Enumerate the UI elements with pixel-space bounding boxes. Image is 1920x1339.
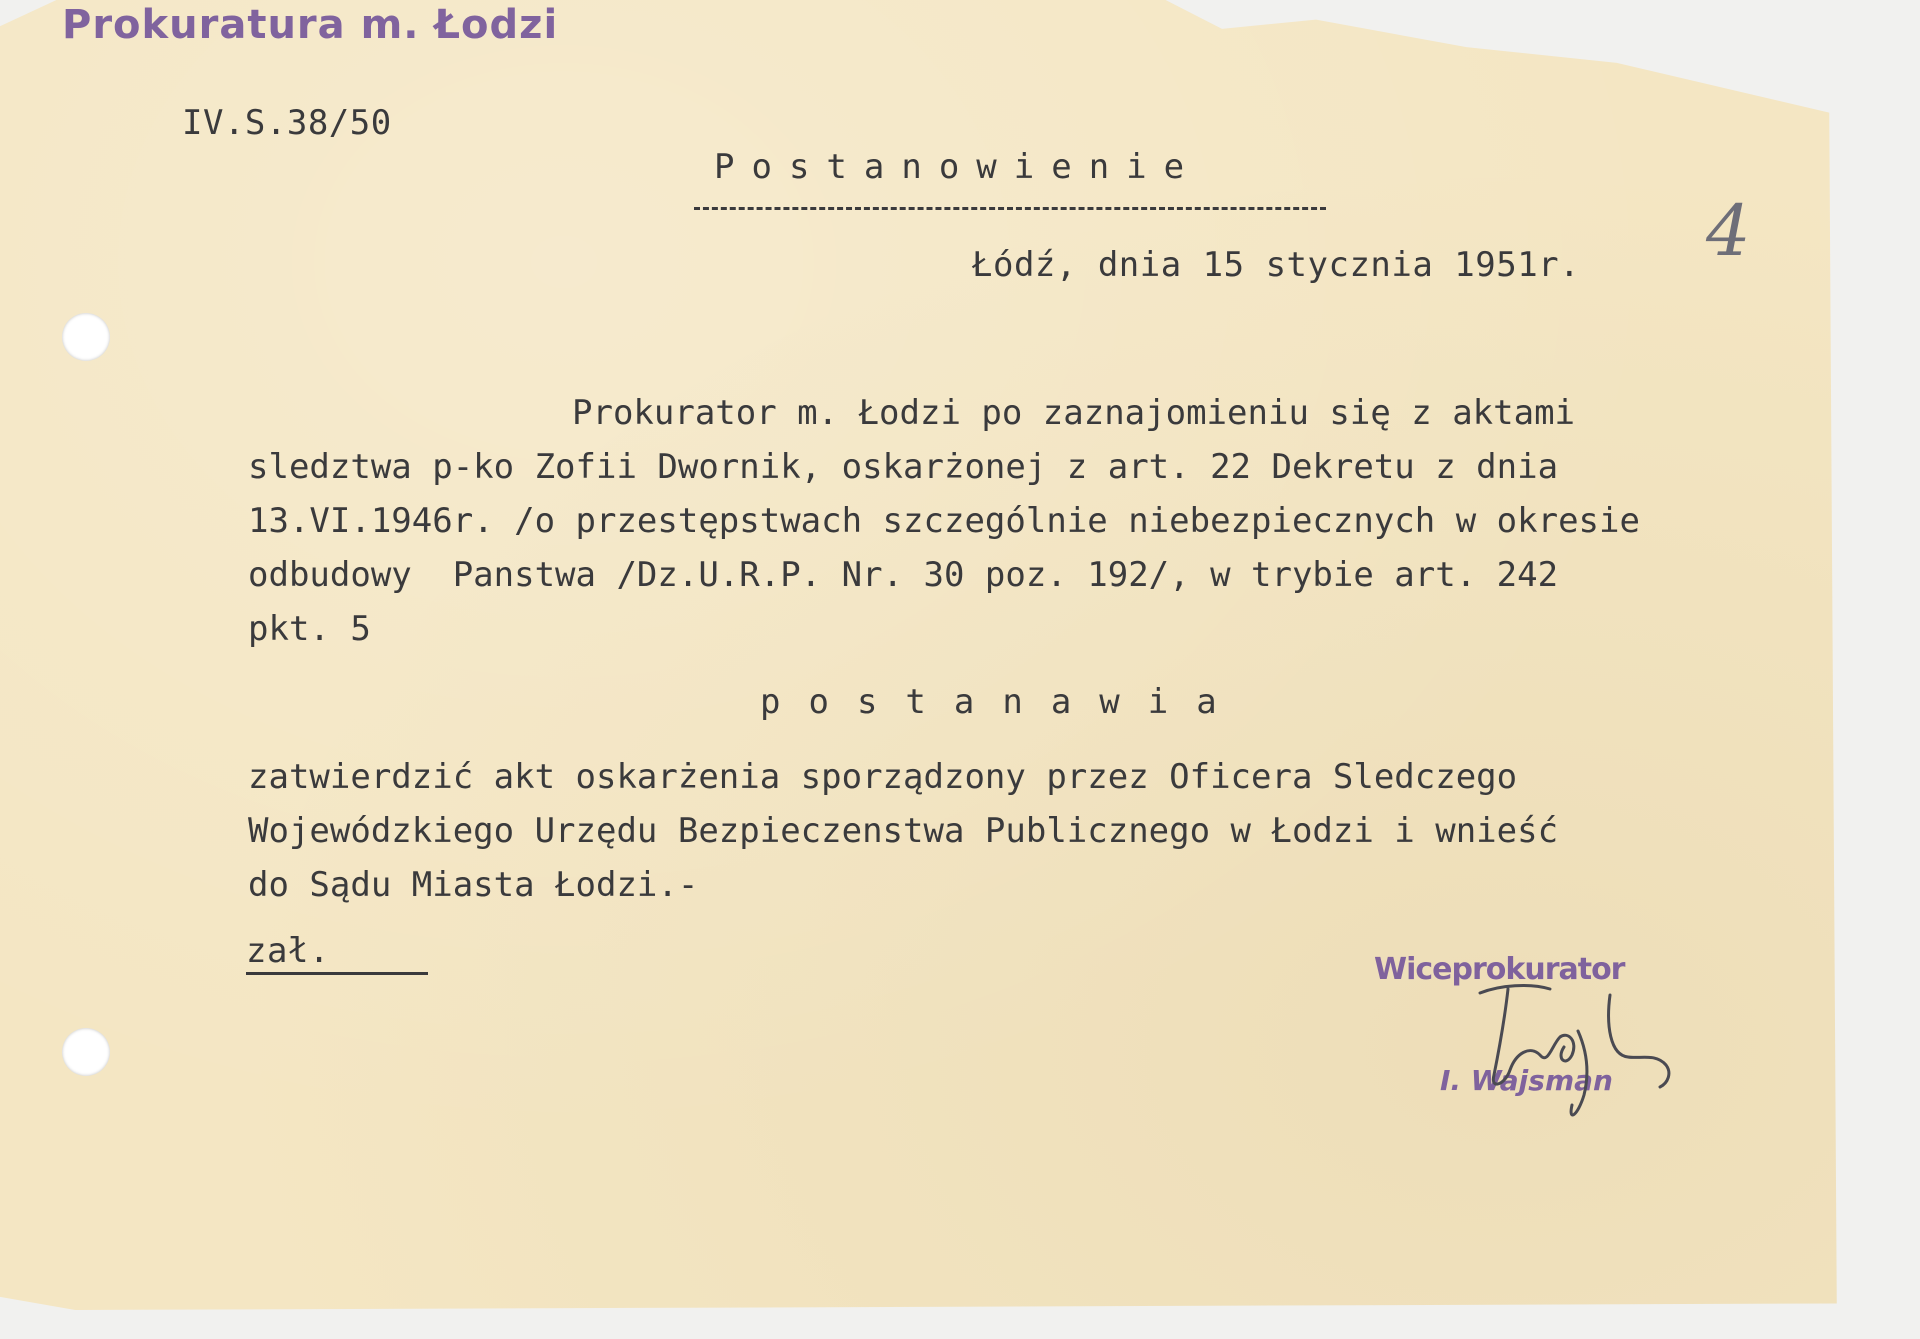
title-underline: [694, 207, 1326, 210]
name-stamp: I. Wajsman: [1440, 1064, 1613, 1097]
decision-line: Wojewódzkiego Urzędu Bezpieczenstwa Publicznego w Łodzi i wnieść: [248, 811, 1559, 851]
paragraph-line: odbudowy Panstwa /Dz.U.R.P. Nr. 30 poz. 192/, w trybie art. 242: [248, 555, 1559, 595]
case-number: IV.S.38/50: [182, 103, 392, 143]
punch-hole: [62, 313, 110, 361]
decision-paragraph: [248, 750, 1558, 912]
decision-line: zatwierdzić akt oskarżenia sporządzony przez Oficera Sledczego: [248, 757, 1518, 797]
office-stamp: Prokuratura m. Łodzi: [62, 2, 559, 48]
document-title: Postanowienie: [714, 147, 1202, 187]
paragraph-line: 13.VI.1946r. /o przestępstwach szczególnie niebezpiecznych w okresie: [248, 501, 1640, 541]
attachment-label: zał.: [246, 931, 330, 971]
handwritten-signature: [1460, 975, 1690, 1125]
decision-word: postanawia: [760, 682, 1245, 722]
paragraph-line: pkt. 5: [248, 609, 371, 649]
body-paragraph: [248, 386, 1640, 656]
paragraph-line: Prokurator m. Łodzi po zaznajomieniu się z aktami: [572, 393, 1576, 433]
decision-line: do Sądu Miasta Łodzi.-: [248, 865, 699, 905]
role-stamp: Wiceprokurator: [1374, 952, 1625, 987]
page-number-mark: 4: [1706, 190, 1751, 272]
paragraph-line: sledztwa p-ko Zofii Dwornik, oskarżonej z art. 22 Dekretu z dnia: [248, 447, 1559, 487]
punch-hole: [62, 1028, 110, 1076]
attachment-underline: [246, 972, 428, 975]
date-line: Łódź, dnia 15 stycznia 1951r.: [972, 245, 1581, 285]
